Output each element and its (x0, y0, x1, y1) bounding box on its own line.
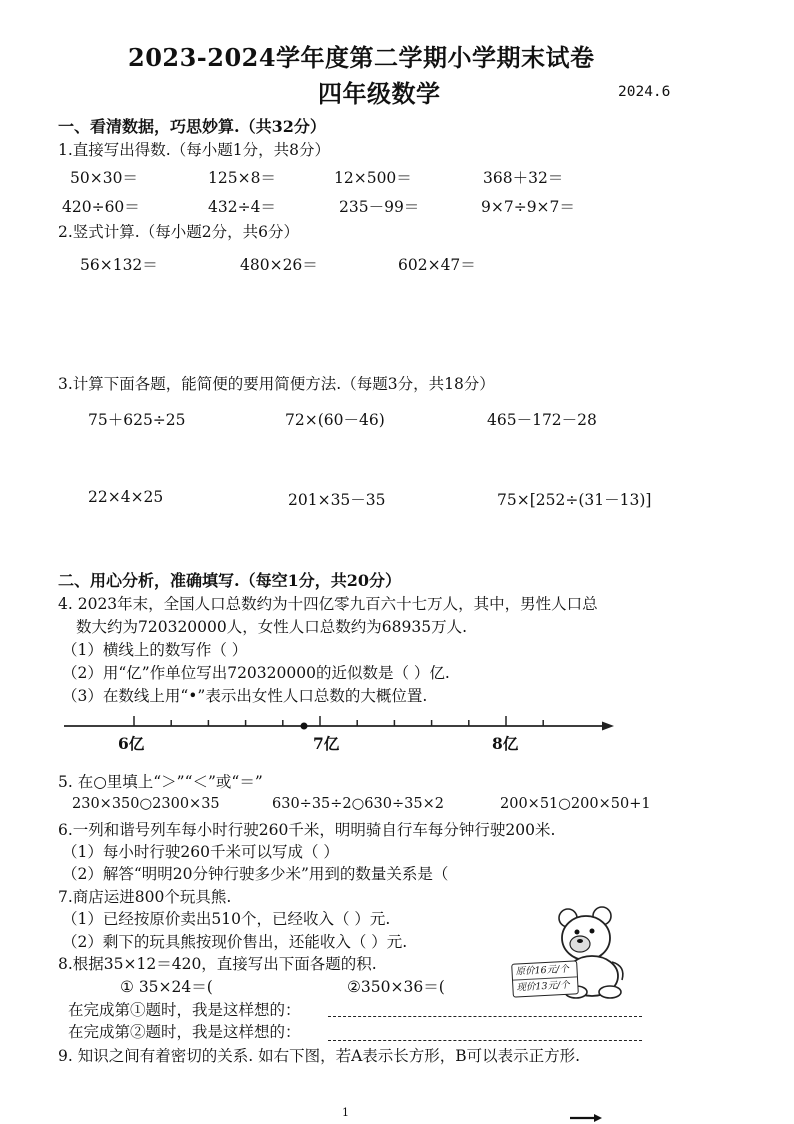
q6-sub2: （2）解答“明明20分钟行驶多少米”用到的数量关系是（ (62, 865, 449, 883)
q7-sub2: （2）剩下的玩具熊按现价售出，还能收入（ ）元. (62, 933, 408, 951)
price-tag (511, 960, 579, 997)
arrow-right-icon (568, 1112, 604, 1124)
q2-item-3: 602×47＝ (398, 256, 476, 274)
q8-think2: 在完成第②题时，我是这样想的： (68, 1023, 301, 1041)
q2-label: 2.竖式计算.（每小题2分，共6分） (58, 223, 299, 241)
number-line-label-8: 8亿 (492, 734, 519, 753)
q3-item-2: 72×(60－46) (285, 411, 385, 429)
number-line-label-6: 6亿 (118, 734, 145, 753)
q1-item-3: 12×500＝ (334, 169, 412, 187)
exam-subtitle: 四年级数学 (318, 79, 441, 108)
q1-item-4: 368＋32＝ (483, 169, 564, 187)
q1-item-5: 420÷60＝ (62, 198, 140, 216)
q4-sub3: （3）在数线上用“•”表示出女性人口总数的大概位置. (62, 687, 428, 705)
price-tag-original: 原价16元/个 (515, 963, 570, 978)
q8-item-2: ②350×36＝( (347, 978, 445, 996)
q9-label: 9. 知识之间有着密切的关系. 如右下图，若A表示长方形，B可以表示正方形. (58, 1047, 581, 1065)
number-line-label-7: 7亿 (313, 734, 340, 753)
q3-item-1: 75＋625÷25 (88, 411, 186, 429)
q8-answer-line-2[interactable] (328, 1040, 642, 1041)
q2-item-1: 56×132＝ (80, 256, 158, 274)
q3-item-5: 201×35－35 (288, 491, 386, 509)
q3-item-4: 22×4×25 (88, 488, 164, 506)
q1-item-8: 9×7÷9×7＝ (481, 198, 575, 216)
q2-item-2: 480×26＝ (240, 256, 318, 274)
number-line-dot (301, 723, 308, 730)
q4-sub1: （1）横线上的数写作（ ） (62, 641, 248, 659)
q1-item-2: 125×8＝ (208, 169, 276, 187)
q1-item-1: 50×30＝ (70, 169, 138, 187)
page-number: 1 (342, 1106, 349, 1119)
q5-item-1: 230×350○2300×35 (72, 796, 220, 812)
section1-heading: 一、看清数据，巧思妙算.（共32分） (58, 117, 326, 136)
q7-sub1: （1）已经按原价卖出510个，已经收入（ ）元. (62, 910, 391, 928)
q5-label: 5. 在○里填上“＞”“＜”或“＝” (58, 773, 263, 791)
exam-date: 2024.6 (618, 84, 671, 100)
q8-label: 8.根据35×12＝420，直接写出下面各题的积. (58, 955, 377, 973)
q3-item-6: 75×[252÷(31－13)] (497, 491, 652, 509)
q1-item-7: 235－99＝ (339, 198, 420, 216)
q8-think1: 在完成第①题时，我是这样想的： (68, 1001, 301, 1019)
q8-answer-line-1[interactable] (328, 1016, 642, 1017)
q6-sub1: （1）每小时行驶260千米可以写成（ ） (62, 843, 339, 861)
q8-item-1: ① 35×24＝( (120, 978, 213, 996)
q5-item-3: 200×51○200×50+1 (500, 796, 651, 812)
q4-line2: 数大约为720320000人，女性人口总数约为68935万人. (76, 618, 467, 636)
q7-label: 7.商店运进800个玩具熊. (58, 888, 232, 906)
q4-sub2: （2）用“亿”作单位写出720320000的近似数是（ ）亿. (62, 664, 450, 682)
section2-heading: 二、用心分析，准确填写.（每空1分，共20分） (58, 571, 401, 590)
exam-title: 2023-2024学年度第二学期小学期末试卷 (128, 43, 595, 72)
q3-item-3: 465－172－28 (487, 411, 597, 429)
q3-label: 3.计算下面各题，能简便的要用简便方法.（每题3分，共18分） (58, 375, 495, 393)
q1-label: 1.直接写出得数.（每小题1分，共8分） (58, 141, 330, 159)
q4-line1: 4. 2023年末，全国人口总数约为十四亿零九百六十七万人，其中，男性人口总 (58, 595, 598, 613)
q6-label: 6.一列和谐号列车每小时行驶260千米，明明骑自行车每分钟行驶200米. (58, 821, 556, 839)
q5-item-2: 630÷35÷2○630÷35×2 (272, 796, 444, 812)
price-tag-current: 现价13元/个 (513, 976, 578, 995)
q1-item-6: 432÷4＝ (208, 198, 276, 216)
